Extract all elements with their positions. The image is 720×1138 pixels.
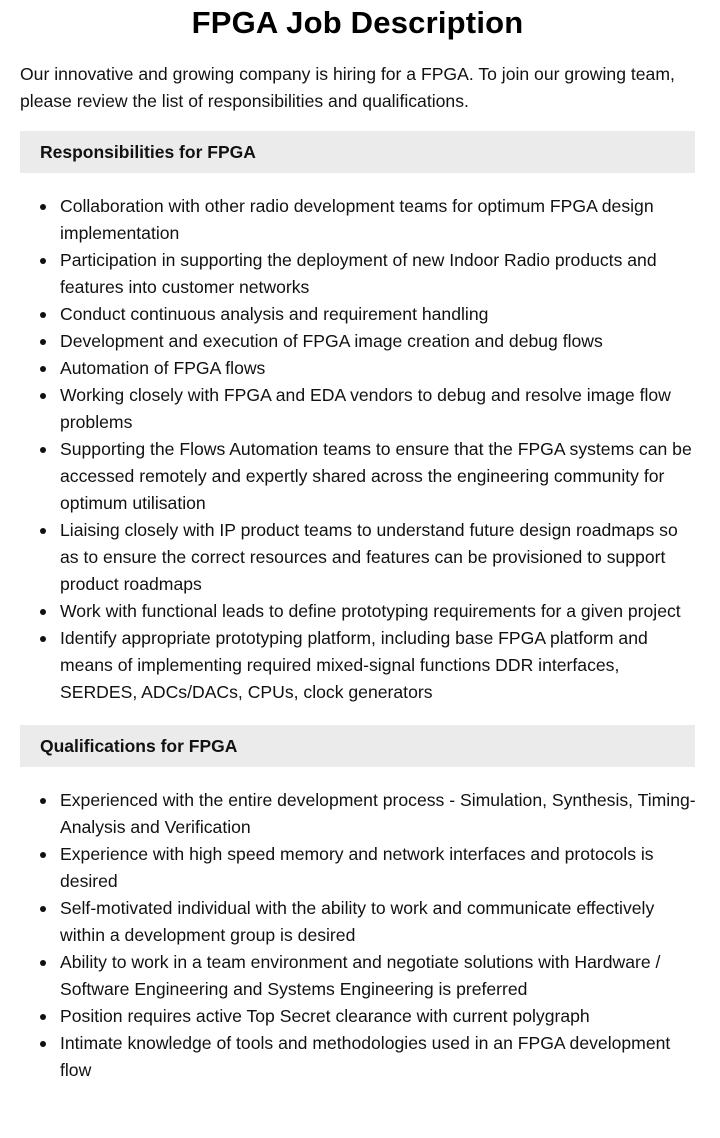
list-item-text: Liaising closely with IP product teams to understand future design roadmaps so as to ensure the correct resources and features can be provisioned to support product roadmaps (60, 520, 678, 594)
bullet-icon (40, 204, 46, 210)
bullet-icon (40, 528, 46, 534)
responsibilities-list (20, 193, 695, 706)
list-item (60, 841, 700, 895)
list-item (60, 1003, 700, 1030)
intro-paragraph: Our innovative and growing company is hiring for a FPGA. To join our growing team, please review the list of responsibilities and qualifications. (20, 64, 675, 111)
bullet-icon (40, 960, 46, 966)
list-item-text: Development and execution of FPGA image creation and debug flows (60, 331, 603, 351)
list-item-text: Automation of FPGA flows (60, 358, 266, 378)
bullet-icon (40, 366, 46, 372)
list-item (60, 787, 700, 841)
list-item-text: Conduct continuous analysis and requirement handling (60, 304, 489, 324)
bullet-icon (40, 906, 46, 912)
list-item-text: Collaboration with other radio development teams for optimum FPGA design implementation (60, 196, 654, 243)
list-item (60, 895, 700, 949)
list-item-text: Work with functional leads to define prototyping requirements for a given project (60, 601, 681, 621)
list-item (60, 625, 700, 706)
responsibilities-heading: Responsibilities for FPGA (20, 131, 695, 173)
list-item (60, 436, 700, 517)
bullet-icon (40, 258, 46, 264)
list-item (60, 382, 700, 436)
list-item (60, 193, 700, 247)
list-item-text: Working closely with FPGA and EDA vendors to debug and resolve image flow problems (60, 385, 671, 432)
list-item-text: Self-motivated individual with the ability to work and communicate effectively within a development group is desired (60, 898, 655, 945)
list-item (60, 949, 700, 1003)
list-item (60, 301, 700, 328)
bullet-icon (40, 312, 46, 318)
bullet-icon (40, 636, 46, 642)
list-item-text: Participation in supporting the deployment of new Indoor Radio products and features into customer networks (60, 250, 657, 297)
list-item-text: Ability to work in a team environment and negotiate solutions with Hardware / Software Engineering and Systems Engineering is preferred (60, 952, 661, 999)
bullet-icon (40, 447, 46, 453)
list-item-text: Identify appropriate prototyping platform, including base FPGA platform and means of implementing required mixed-signal functions DDR interfaces, SERDES, ADCs/DACs, CPUs, clock generators (60, 628, 648, 702)
bullet-icon (40, 852, 46, 858)
list-item-text: Intimate knowledge of tools and methodologies used in an FPGA development flow (60, 1033, 671, 1080)
list-item-text: Experience with high speed memory and network interfaces and protocols is desired (60, 844, 654, 891)
list-item (60, 517, 700, 598)
bullet-icon (40, 609, 46, 615)
list-item (60, 247, 700, 301)
bullet-icon (40, 1041, 46, 1047)
page-title: FPGA Job Description (191, 5, 524, 40)
bullet-icon (40, 393, 46, 399)
bullet-icon (40, 798, 46, 804)
list-item-text: Position requires active Top Secret clearance with current polygraph (60, 1006, 590, 1026)
bullet-icon (40, 1014, 46, 1020)
bullet-icon (40, 339, 46, 345)
qualifications-heading: Qualifications for FPGA (20, 725, 695, 767)
list-item (60, 598, 700, 625)
qualifications-list (20, 787, 695, 1084)
list-item-text: Supporting the Flows Automation teams to ensure that the FPGA systems can be accessed remotely and expertly shared across the engineering community for optimum utilisation (60, 439, 692, 513)
list-item (60, 1030, 700, 1084)
list-item-text: Experienced with the entire development process - Simulation, Synthesis, Timing-Analysis and Verification (60, 790, 696, 837)
list-item (60, 355, 700, 382)
list-item (60, 328, 700, 355)
